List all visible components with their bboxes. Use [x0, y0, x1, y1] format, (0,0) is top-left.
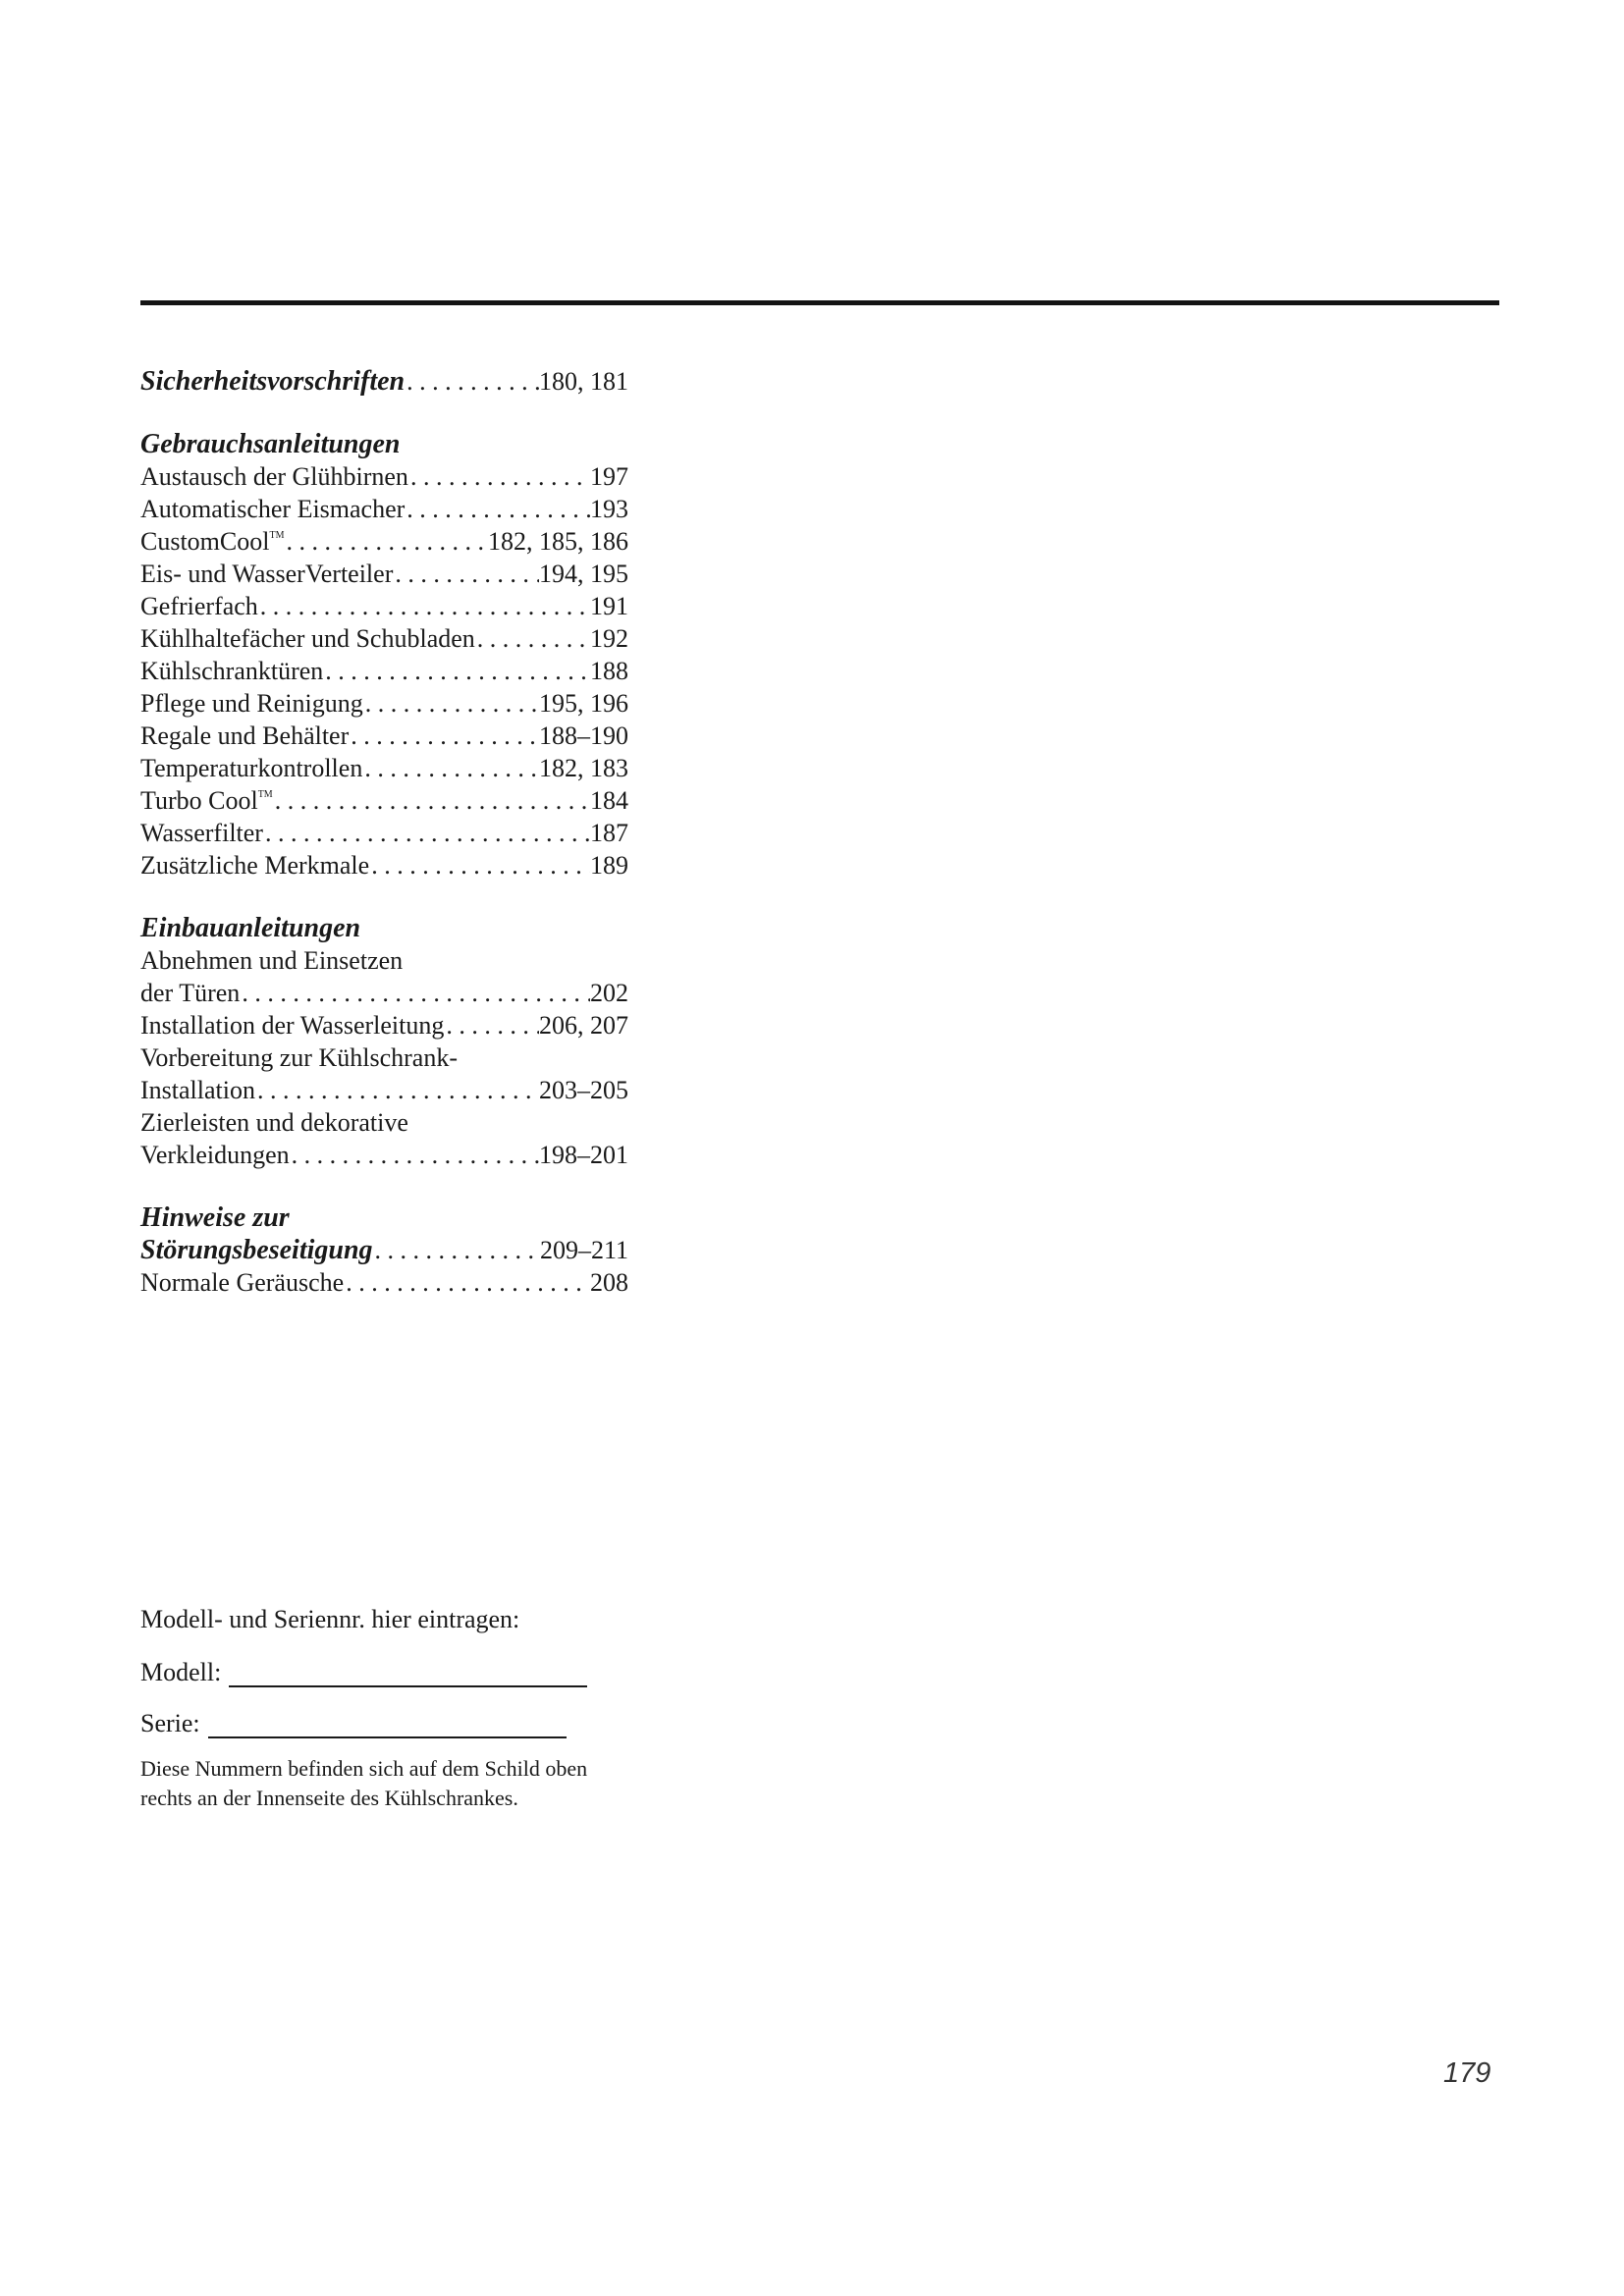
leader-dots [344, 1266, 590, 1299]
serial-write-line[interactable] [208, 1713, 567, 1738]
model-field-row [140, 1654, 651, 1687]
leader-dots [258, 590, 590, 622]
toc-entry-pages: 193 [590, 495, 628, 523]
toc-entry-pages: 197 [590, 462, 628, 491]
leader-dots [405, 365, 539, 398]
toc-entry-first-line: Zierleisten und dekorative [140, 1108, 408, 1137]
leader-dots [263, 817, 590, 849]
toc-entry[interactable] [140, 1266, 628, 1299]
serial-label: Serie: [140, 1709, 200, 1737]
toc-entry-label: Austausch der Glühbirnen [140, 462, 408, 491]
toc-entry-first-line: Vorbereitung zur Kühlschrank- [140, 1043, 458, 1072]
section-heading-operating: Gebrauchsanleitungen [140, 429, 401, 459]
toc-entry-pages: 191 [590, 592, 628, 620]
toc-entry-pages: 206, 207 [539, 1011, 628, 1040]
model-label: Modell: [140, 1658, 222, 1686]
page-number: 179 [1443, 2057, 1491, 2089]
leader-dots [284, 525, 488, 558]
serial-form-prompt: Modell- und Seriennr. hier eintragen: [140, 1605, 520, 1633]
toc-entry[interactable] [140, 525, 628, 558]
toc-entry-label: Normale Geräusche [140, 1268, 345, 1297]
toc-entry[interactable] [140, 849, 628, 881]
toc-entry-label-wrap [140, 525, 284, 558]
toc-entry-pages: 203–205 [539, 1076, 628, 1104]
toc-entry-pages: 182, 183 [539, 754, 628, 782]
toc-entry[interactable] [140, 622, 628, 655]
leader-dots [393, 558, 539, 590]
serial-number-form [140, 1605, 651, 1813]
trademark-mark: TM [257, 789, 273, 800]
toc-entry-pages: 195, 196 [539, 689, 628, 718]
toc-entry-label: Installation [140, 1076, 255, 1104]
toc-entry-pages: 188 [590, 657, 628, 685]
toc-entry-label: der Türen [140, 979, 241, 1007]
header-rule [140, 300, 1499, 305]
toc-entry-pages: 208 [590, 1268, 628, 1297]
toc-entry-label: Gefrierfach [140, 592, 258, 620]
toc-entry-label-wrap [140, 784, 273, 817]
leader-dots [363, 687, 539, 720]
toc-entry[interactable] [140, 752, 628, 784]
toc-entry-label: Eis- und WasserVerteiler [140, 560, 394, 588]
toc-entry-pages: 187 [590, 819, 628, 847]
leader-dots [240, 977, 590, 1009]
toc-entry[interactable] [140, 1139, 628, 1171]
toc-entry-pages: 184 [590, 786, 628, 815]
section-heading-troubleshooting: Hinweise zur [140, 1202, 290, 1233]
toc-entry-safety[interactable] [140, 365, 628, 398]
toc-entry-label: Zusätzliche Merkmale [140, 851, 370, 880]
leader-dots [349, 720, 539, 752]
leader-dots [290, 1139, 539, 1171]
toc-entry[interactable] [140, 1009, 628, 1041]
toc-entry-label: CustomCool [140, 527, 270, 556]
toc-entry-label: Kühlschranktüren [140, 657, 324, 685]
toc-entry-pages: 192 [590, 624, 628, 653]
toc-entry[interactable] [140, 590, 628, 622]
toc-entry-label: Wasserfilter [140, 819, 263, 847]
serial-field-row [140, 1705, 651, 1738]
toc-safety-pages: 180, 181 [539, 367, 628, 396]
leader-dots [369, 849, 590, 881]
trademark-mark: TM [269, 530, 285, 541]
model-write-line[interactable] [229, 1662, 587, 1687]
leader-dots [255, 1074, 539, 1106]
toc-entry-label: Automatischer Eismacher [140, 495, 406, 523]
leader-dots [444, 1009, 539, 1041]
toc-entry-pages: 202 [590, 979, 628, 1007]
leader-dots [362, 752, 539, 784]
toc-entry[interactable] [140, 720, 628, 752]
leader-dots [405, 493, 590, 525]
section-heading-installation: Einbauanleitungen [140, 913, 361, 943]
leader-dots [475, 622, 590, 655]
toc-entry-label: Kühlhaltefächer und Schubladen [140, 624, 475, 653]
toc-entry-label: Regale und Behälter [140, 721, 350, 750]
toc-entry-troubleshooting[interactable] [140, 1234, 628, 1266]
leader-dots [323, 655, 590, 687]
toc-entry-pages: 198–201 [539, 1141, 628, 1169]
serial-location-note: Diese Nummern befinden sich auf dem Schild oben rechts an der Innenseite des Kühlschrankes. [140, 1756, 588, 1810]
toc-entry[interactable] [140, 687, 628, 720]
toc-entry-pages: 189 [590, 851, 628, 880]
toc-entry[interactable] [140, 784, 628, 817]
toc-entry-first-line: Abnehmen und Einsetzen [140, 946, 404, 975]
toc-entry-pages: 182, 185, 186 [488, 527, 628, 556]
toc-entry[interactable] [140, 817, 628, 849]
toc-entry[interactable] [140, 977, 628, 1009]
toc-entry[interactable] [140, 460, 628, 493]
toc-entry-pages: 209–211 [539, 1236, 628, 1264]
toc-entry-pages: 194, 195 [539, 560, 628, 588]
toc-entry-label: Turbo Cool [140, 786, 258, 815]
toc-safety-label: Sicherheitsvorschriften [140, 366, 406, 397]
toc-entry[interactable] [140, 1074, 628, 1106]
section-heading-troubleshooting-line2: Störungsbeseitigung [140, 1235, 373, 1265]
toc-entry[interactable] [140, 493, 628, 525]
leader-dots [408, 460, 590, 493]
toc-entry-label: Installation der Wasserleitung [140, 1011, 445, 1040]
table-of-contents [140, 365, 628, 1299]
toc-entry-label: Pflege und Reinigung [140, 689, 363, 718]
toc-entry[interactable] [140, 558, 628, 590]
leader-dots [273, 784, 590, 817]
toc-entry[interactable] [140, 655, 628, 687]
toc-entry-label: Temperaturkontrollen [140, 754, 363, 782]
toc-entry-pages: 188–190 [539, 721, 628, 750]
toc-entry-label: Verkleidungen [140, 1141, 290, 1169]
leader-dots [373, 1234, 540, 1266]
